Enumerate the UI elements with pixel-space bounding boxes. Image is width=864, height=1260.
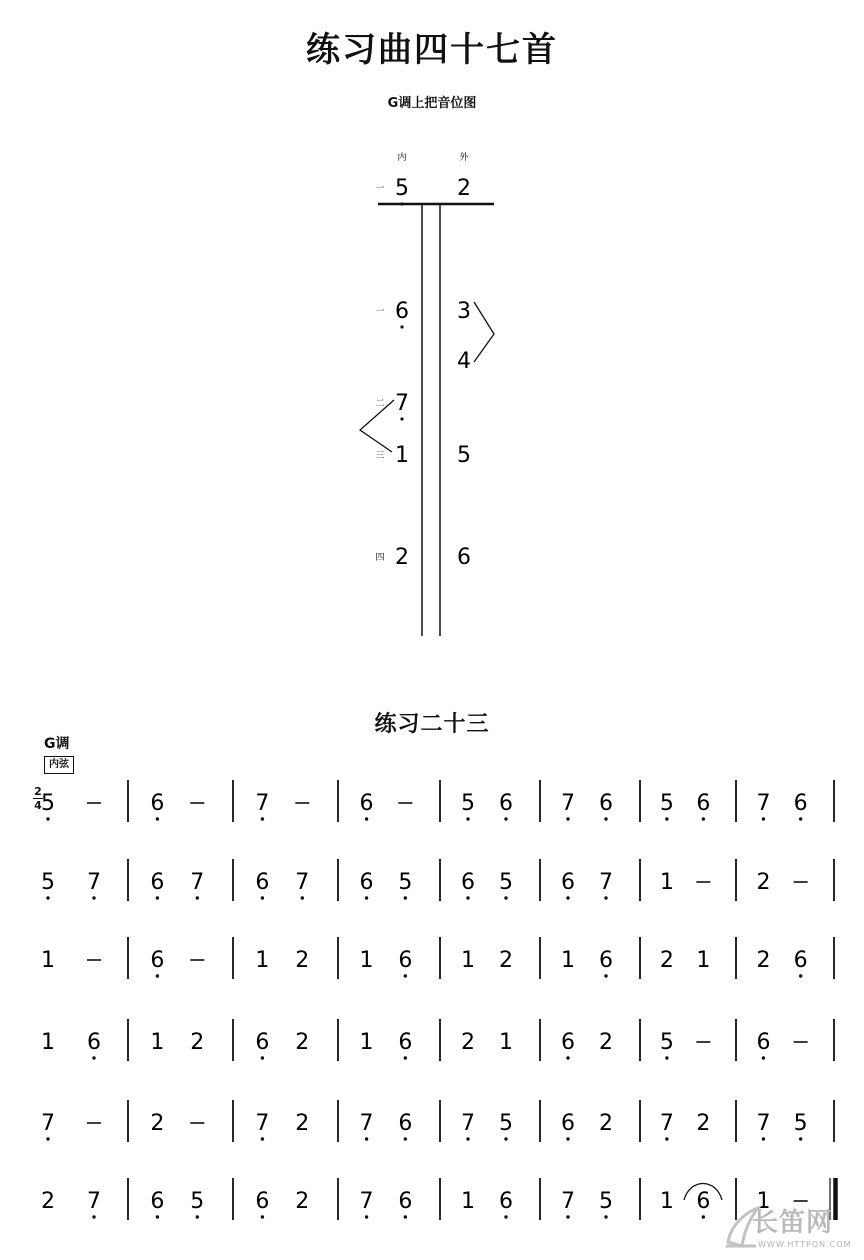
octave-dot: [92, 1215, 95, 1218]
octave-dot: [504, 817, 507, 820]
note: 1: [359, 1030, 374, 1055]
note: 1: [756, 1189, 771, 1214]
note: 6: [255, 1189, 270, 1214]
octave-dot: [604, 1215, 607, 1218]
finger-number: 一: [375, 184, 385, 194]
octave-dot: [404, 974, 407, 977]
note: 6: [150, 948, 165, 973]
octave-dot: [92, 1056, 95, 1059]
note: 5: [499, 870, 513, 895]
note: 6: [599, 948, 613, 973]
outer-note: 6: [457, 545, 471, 570]
note: 6: [756, 1030, 771, 1055]
note: 6: [696, 791, 711, 816]
outer-note: 5: [457, 443, 471, 468]
note: 5: [41, 791, 55, 816]
octave-dot: [156, 1215, 159, 1218]
note: 6: [793, 948, 808, 973]
note: 7: [599, 870, 613, 895]
note: 5: [659, 791, 674, 816]
octave-dot: [702, 1215, 705, 1218]
note: 5: [461, 791, 475, 816]
note: 6: [398, 948, 413, 973]
note: 6: [150, 870, 165, 895]
note: 6: [359, 791, 374, 816]
note: 1: [659, 870, 674, 895]
octave-dot: [466, 817, 469, 820]
octave-dot: [404, 1137, 407, 1140]
note: 6: [398, 1030, 413, 1055]
octave-dot: [46, 896, 49, 899]
note: 7: [756, 1111, 771, 1136]
octave-dot: [261, 817, 264, 820]
note: 6: [87, 1030, 101, 1055]
note: 6: [359, 870, 374, 895]
note: 1: [561, 948, 575, 973]
finger-number: 一: [375, 307, 385, 317]
octave-dot: [404, 1215, 407, 1218]
octave-dot: [365, 1137, 368, 1140]
note: 7: [659, 1111, 674, 1136]
octave-dot: [665, 817, 668, 820]
string-label: 内弦: [44, 756, 74, 774]
note: 2: [295, 1189, 310, 1214]
page-title: 练习曲四十七首: [306, 30, 558, 70]
time-signature-bottom: 4: [34, 799, 42, 812]
octave-dot: [665, 1056, 668, 1059]
note: 2: [599, 1030, 613, 1055]
octave-dot: [504, 1137, 507, 1140]
octave-dot: [196, 1215, 199, 1218]
note: 1: [359, 948, 374, 973]
octave-dot: [604, 896, 607, 899]
inner-note: 5: [395, 176, 409, 201]
octave-dot: [365, 1215, 368, 1218]
note: 7: [255, 791, 270, 816]
octave-dot: [466, 896, 469, 899]
note: 7: [359, 1189, 374, 1214]
octave-dot: [261, 1056, 264, 1059]
octave-dot: [566, 896, 569, 899]
note: 2: [756, 948, 771, 973]
octave-dot: [702, 817, 705, 820]
note: 7: [461, 1111, 475, 1136]
octave-dot: [762, 1137, 765, 1140]
note: 1: [461, 948, 475, 973]
note: 7: [255, 1111, 270, 1136]
outer-note: 3: [457, 299, 471, 324]
octave-dot: [365, 896, 368, 899]
outer-string-label: 外: [459, 153, 469, 163]
note: 6: [255, 870, 270, 895]
note: 2: [499, 948, 513, 973]
note: 1: [41, 948, 55, 973]
key-label: G调: [44, 736, 70, 752]
note: 1: [696, 948, 711, 973]
octave-dot: [261, 1137, 264, 1140]
octave-dot: [46, 1137, 49, 1140]
watermark: [722, 1198, 862, 1258]
note: 7: [561, 791, 575, 816]
note: 7: [561, 1189, 575, 1214]
octave-dot: [604, 817, 607, 820]
note: 2: [295, 1030, 310, 1055]
note: 7: [41, 1111, 55, 1136]
note: 6: [398, 1189, 413, 1214]
note: 6: [499, 791, 513, 816]
note: 7: [87, 1189, 101, 1214]
chart-subtitle: G调上把音位图: [387, 96, 477, 111]
octave-dot: [799, 1137, 802, 1140]
octave-dot: [196, 896, 199, 899]
octave-dot: [365, 817, 368, 820]
note: 7: [87, 870, 101, 895]
note: 7: [295, 870, 310, 895]
note: 2: [41, 1189, 55, 1214]
note: 1: [461, 1189, 475, 1214]
note: 6: [398, 1111, 413, 1136]
octave-dot: [566, 817, 569, 820]
note: 1: [150, 1030, 165, 1055]
inner-note: 1: [395, 443, 409, 468]
note: 2: [150, 1111, 165, 1136]
octave-dot: [261, 1215, 264, 1218]
octave-dot: [301, 896, 304, 899]
outer-note: 2: [457, 176, 471, 201]
octave-dot: [799, 817, 802, 820]
note: 6: [599, 791, 613, 816]
inner-note: 7: [395, 391, 409, 416]
note: 5: [793, 1111, 808, 1136]
octave-dot: [156, 817, 159, 820]
note: 2: [599, 1111, 613, 1136]
note: 7: [190, 870, 205, 895]
note: 6: [150, 1189, 165, 1214]
octave-dot: [261, 896, 264, 899]
octave-dot: [92, 896, 95, 899]
note: 2: [190, 1030, 205, 1055]
note: 6: [561, 870, 575, 895]
note: 1: [499, 1030, 513, 1055]
note: 5: [398, 870, 413, 895]
octave-dot: [762, 1056, 765, 1059]
note: 6: [461, 870, 475, 895]
watermark-url: WWW.HTTPON.COM: [758, 1240, 852, 1249]
octave-dot: [762, 817, 765, 820]
octave-dot: [566, 1215, 569, 1218]
octave-dot: [566, 1056, 569, 1059]
octave-dot: [156, 974, 159, 977]
octave-dot: [665, 1137, 668, 1140]
outer-note: 4: [457, 349, 471, 374]
note: 6: [150, 791, 165, 816]
octave-dot: [404, 896, 407, 899]
note: 5: [499, 1111, 513, 1136]
note: 6: [561, 1030, 575, 1055]
note: 6: [793, 791, 808, 816]
note: 1: [255, 948, 270, 973]
watermark-text: 长笛网: [752, 1208, 834, 1238]
octave-dot: [504, 896, 507, 899]
octave-dot: [504, 1215, 507, 1218]
note: 5: [599, 1189, 613, 1214]
octave-dot: [604, 974, 607, 977]
note: 2: [295, 1111, 310, 1136]
note: 7: [359, 1111, 374, 1136]
finger-number: 三: [375, 451, 385, 461]
finger-number: 二: [375, 399, 385, 409]
exercise-title: 练习二十三: [374, 712, 490, 737]
note: 5: [41, 870, 55, 895]
inner-note: 2: [395, 545, 409, 570]
note: 5: [659, 1030, 674, 1055]
octave-dot: [46, 817, 49, 820]
note: 2: [756, 870, 771, 895]
inner-string-label: 内: [397, 153, 407, 163]
note: 2: [696, 1111, 711, 1136]
note: 2: [659, 948, 674, 973]
finger-number: 四: [375, 553, 385, 563]
note: 1: [41, 1030, 55, 1055]
octave-dot: [156, 896, 159, 899]
time-signature-top: 2: [34, 785, 42, 798]
octave-dot: [799, 974, 802, 977]
octave-dot: [404, 1056, 407, 1059]
note: 7: [756, 791, 771, 816]
octave-dot: [566, 1137, 569, 1140]
note: 5: [190, 1189, 205, 1214]
note: 6: [255, 1030, 270, 1055]
note: 6: [499, 1189, 513, 1214]
note: 1: [659, 1189, 674, 1214]
note: 2: [461, 1030, 475, 1055]
note: 6: [561, 1111, 575, 1136]
note: 6: [696, 1189, 711, 1214]
inner-note: 6: [395, 299, 409, 324]
note: 2: [295, 948, 310, 973]
octave-dot: [466, 1137, 469, 1140]
